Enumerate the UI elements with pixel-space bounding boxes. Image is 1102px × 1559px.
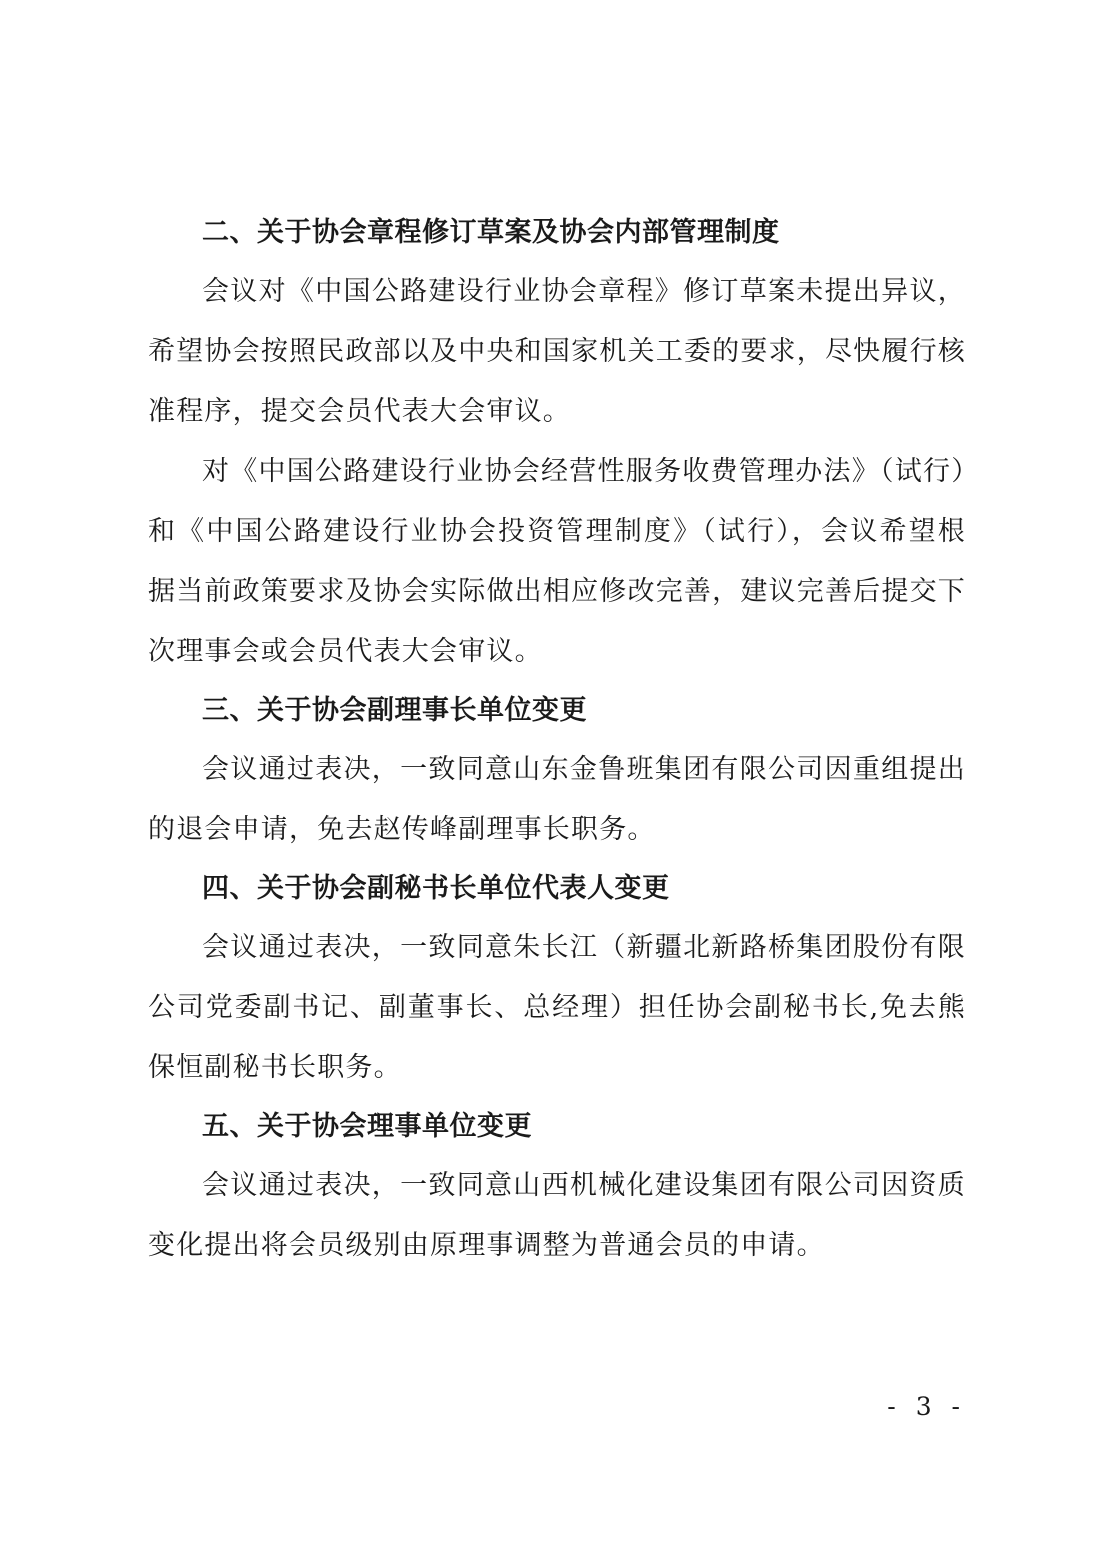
paragraph: 会议通过表决，一致同意山西机械化建设集团有限公司因资质变化提出将会员级别由原理事调整为普通会员的申请。 [148,1170,966,1261]
section-heading: 三、关于协会副理事长单位变更 [202,695,587,726]
paragraph: 会议通过表决，一致同意山东金鲁班集团有限公司因重组提出的退会申请，免去赵传峰副理事长职务。 [148,754,966,845]
document-body [148,204,966,1276]
section-heading: 二、关于协会章程修订草案及协会内部管理制度 [202,217,780,248]
section-heading: 五、关于协会理事单位变更 [202,1111,532,1142]
paragraph: 会议对《中国公路建设行业协会章程》修订草案未提出异议，希望协会按照民政部以及中央和国家机关工委的要求，尽快履行核准程序，提交会员代表大会审议。 [148,276,966,427]
paragraph: 对《中国公路建设行业协会经营性服务收费管理办法》（试行）和《中国公路建设行业协会投资管理制度》（试行），会议希望根据当前政策要求及协会实际做出相应修改完善，建议完善后提交下次理事会或会员代表大会审议。 [148,456,966,667]
page-number: - 3 - [887,1392,966,1421]
paragraph: 会议通过表决，一致同意朱长江（新疆北新路桥集团股份有限公司党委副书记、副董事长、总经理）担任协会副秘书长,免去熊保恒副秘书长职务。 [148,932,966,1083]
section-heading: 四、关于协会副秘书长单位代表人变更 [202,873,670,904]
